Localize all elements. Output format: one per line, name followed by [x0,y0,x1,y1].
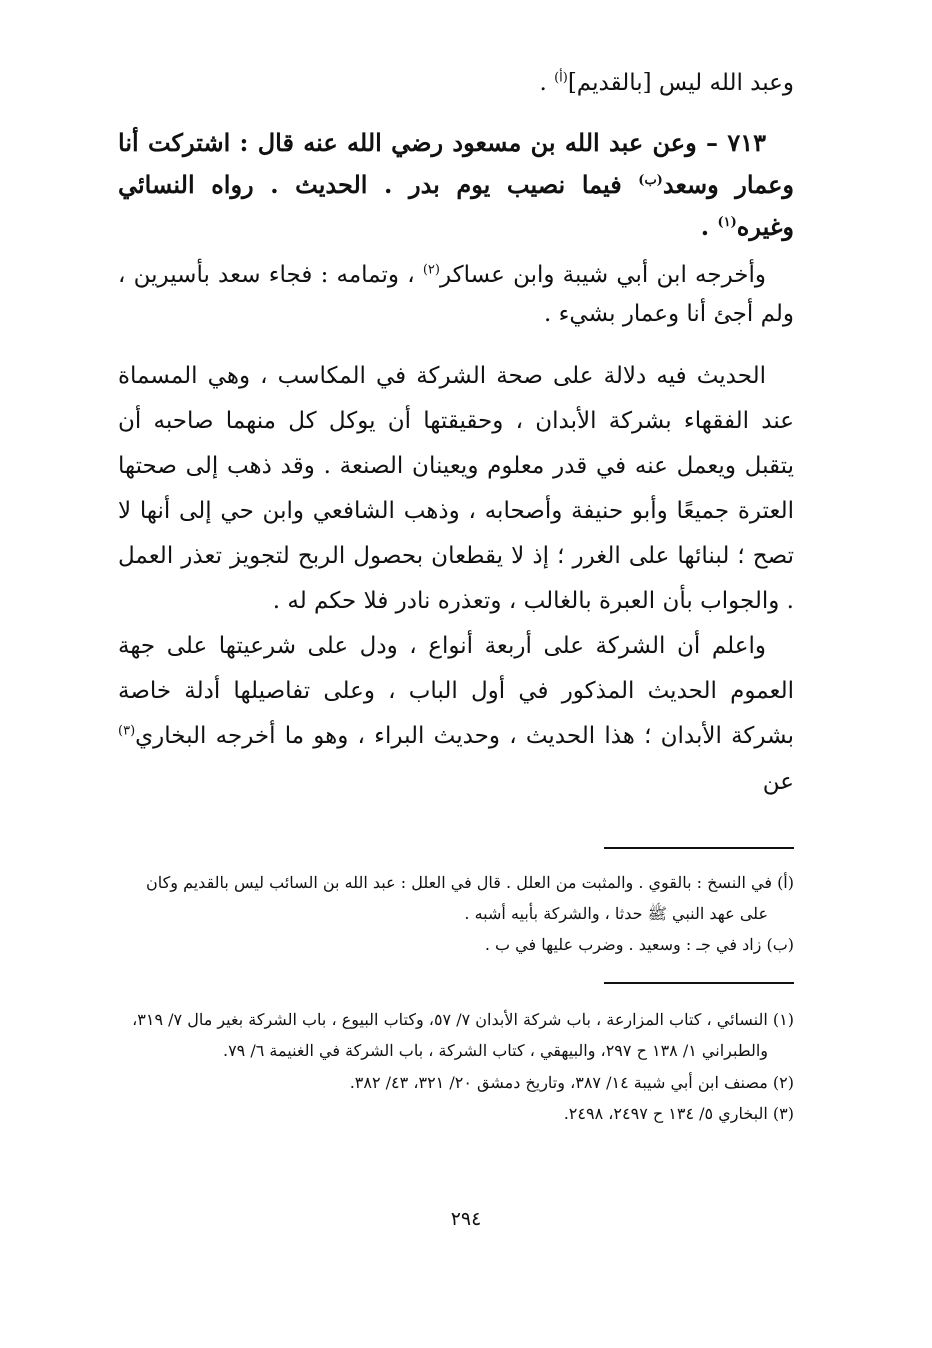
footnote-marker-1: (١) [717,214,737,230]
source-note-1-line2: والطبراني ١/ ١٣٨ ح ٢٩٧، والبيهقي ، كتاب الشركة ، باب الشركة في الغنيمة ٦/ ٧٩. [222,1041,768,1061]
intro-line [118,66,794,102]
footnote-marker-2: (٢) [422,261,440,277]
variant-note-b: (ب) زاد في جـ : وسعيد . وضرب عليها في ب . [484,934,794,954]
footnote-divider-variants [604,847,794,849]
footnote-marker-a: (أ) [554,70,568,86]
source-note-2: (٢) مصنف ابن أبي شيبة ١٤/ ٣٨٧، وتاريخ دمشق ٢٠/ ٣٢١، ٤٣/ ٣٨٢. [349,1072,794,1092]
footnote-marker-b: (ب) [638,172,663,188]
footnote-divider-sources [604,982,794,984]
page-number: ٢٩٤ [450,1208,482,1230]
commentary-paragraph-2 [118,624,794,804]
takhrij-paragraph [118,256,794,334]
takhrij-part2: ، وتمامه : فجاء سعد بأسيرين ، ولم أجئ أنا وعمار بشيء . [118,261,794,327]
hadith-end: . [700,211,718,241]
hadith-713 [118,122,794,248]
takhrij-part1: وأخرجه ابن أبي شيبة وابن عساكر [439,261,766,288]
commentary-p2-part1: واعلم أن الشركة على أربعة أنواع ، ودل على شرعيتها على جهة العموم الحديث المذكور في أول الباب ، وعلى تفاصيلها أدلة خاصة بشركة الأبدان ؛ هذا الحديث ، وحديث البراء ، وهو ما أخرجه البخاري [118,633,794,750]
footnote-marker-3: (٣) [118,723,136,739]
intro-text: وعبد الله ليس [بالقديم] [567,70,794,96]
intro-end: . [539,70,555,96]
hadith-text-part2: فيما نصيب يوم بدر . الحديث . رواه النسائي وغيره [118,169,794,241]
commentary-p2-part2: عن [762,768,794,795]
source-note-1-line1: (١) النسائي ، كتاب المزارعة ، باب شركة الأبدان ٧/ ٥٧، وكتاب البيوع ، باب الشركة بغير مال ٧/ ٣١٩، [132,1010,794,1030]
variant-note-a-line1: (أ) في النسخ : بالقوي . والمثبت من العلل . قال في العلل : عبد الله بن السائب ليس بالقديم وكان [146,872,794,892]
hadith-text-part1: وعن عبد الله بن مسعود رضي الله عنه قال : اشتركت أنا وعمار وسعد [118,127,794,199]
variant-note-a-line2: على عهد النبي ﷺ حدثا ، والشركة بأبيه أشبه . [464,903,768,923]
variant-note-a [118,867,794,929]
commentary-paragraph-1: الحديث فيه دلالة على صحة الشركة في المكاسب ، وهي المسماة عند الفقهاء بشركة الأبدان ، وحقيقتها أن يوكل كل منهما صاحبه أن يتقبل ويعمل عنه في قدر معلوم ويعينان الصنعة . وقد ذهب إلى صحتها العترة جميعًا وأبو حنيفة وأصحابه ، وذهب الشافعي وابن حي إلى أنها لا تصح ؛ لبنائها على الغرر ؛ إذ لا يقطعان بحصول الربح لتجويز تعذر العمل . والجواب بأن العبرة بالغالب ، وتعذره نادر فلا حكم له . [118,362,794,615]
page-content [118,66,794,1129]
source-note-1 [118,1004,794,1066]
source-note-3: (٣) البخاري ٥/ ١٣٤ ح ٢٤٩٧، ٢٤٩٨. [563,1103,794,1123]
hadith-number: ٧١٣ – [706,127,767,157]
